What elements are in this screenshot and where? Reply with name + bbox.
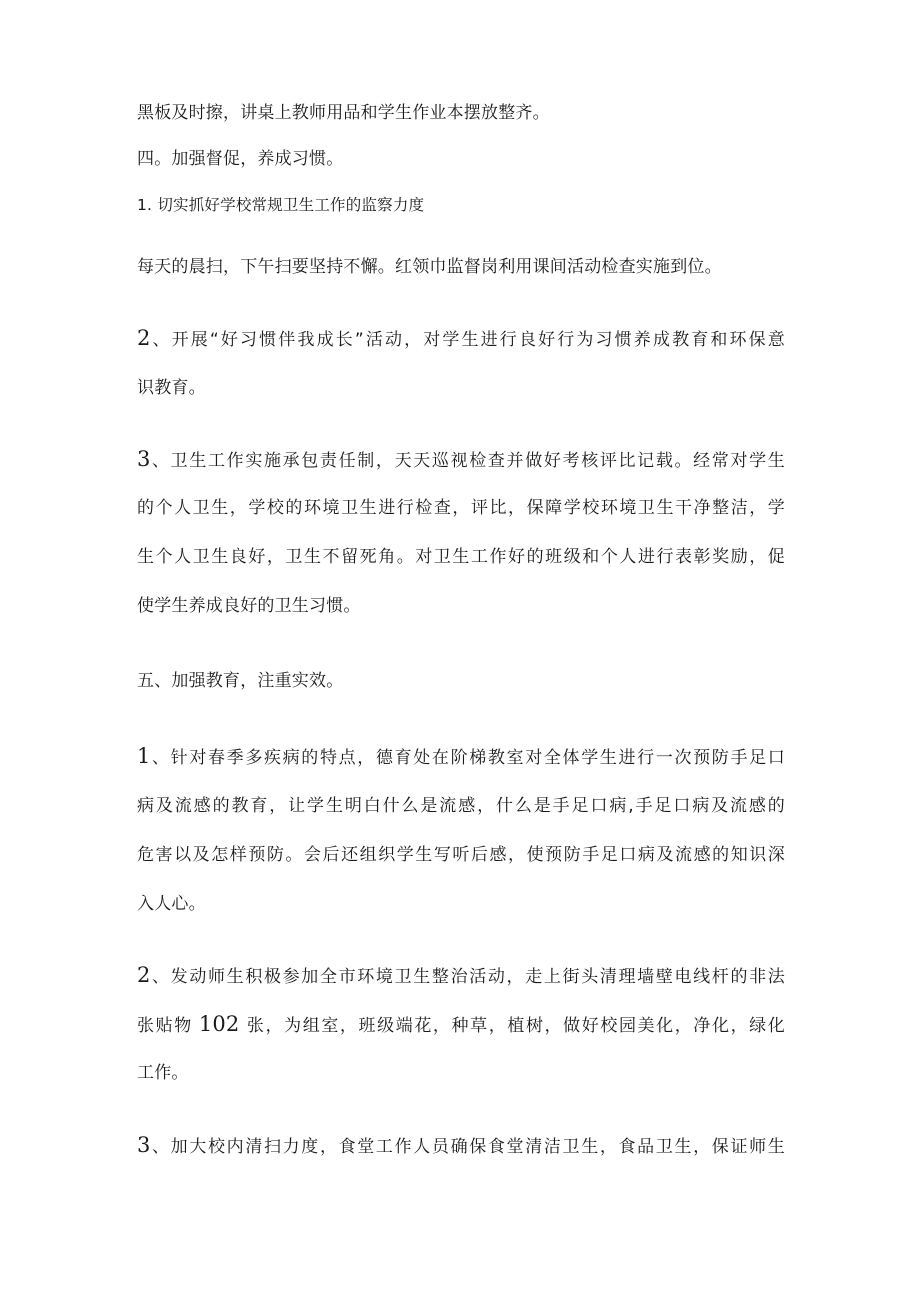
item-text: 张贴物 [137,1016,193,1036]
item-text: 、发动师生积极参加全市环境卫生整治活动，走上街头清理墙壁电线杆的非法 [150,967,785,987]
list-item-5-1-line2: 病及流感的教育，让学生明白什么是流感，什么是手足口病,手足口病及流感的 [137,796,785,816]
item-text: 、加大校内清扫力度，食堂工作人员确保食堂清洁卫生，食品卫生，保证师生 [150,1137,785,1157]
list-item-4-3-line4: 使学生养成良好的卫生习惯。 [137,596,361,616]
item-text: 张，为组室，班级端花，种草，植树，做好校园美化，净化，绿化 [245,1016,785,1036]
list-item-5-1-line4: 入人心。 [137,894,206,914]
list-item-4-3-line2: 的个人卫生，学校的环境卫生进行检查，评比，保障学校环境卫生干净整洁，学 [137,498,785,518]
list-item-5-2-line3: 工作。 [137,1063,189,1083]
list-item-4-2-line1 [137,326,785,352]
item-number: 1 [137,744,151,768]
paragraph-line: 黑板及时擦，讲桌上教师用品和学生作业本摆放整齐。 [137,103,550,123]
item-number: 3 [137,447,151,471]
list-item-4-2-line2: 识教育。 [137,378,206,398]
list-item-5-1-line1 [137,744,785,770]
item-text: 、针对春季多疾病的特点，德育处在阶梯教室对全体学生进行一次预防手足口 [150,748,785,768]
section-heading-5: 五、加强教育，注重实效。 [137,671,344,691]
list-item-5-3-line1 [137,1133,785,1159]
section-heading-4: 四。加强督促，养成习惯。 [137,149,344,169]
item-text: 、卫生工作实施承包责任制，天天巡视检查并做好考核评比记载。经常对学生 [150,451,785,471]
item-text: 、开展“好习惯伴我成长”活动，对学生进行良好行为习惯养成教育和环保意 [150,330,785,350]
item-number: 2 [137,963,151,987]
item-count: 102 [198,1012,240,1036]
list-item-5-1-line3: 危害以及怎样预防。会后还组织学生写听后感，使预防手足口病及流感的知识深 [137,845,785,865]
item-number: 3 [137,1133,151,1157]
list-item-5-2-line2 [137,1012,785,1038]
list-item-4-3-line3: 生个人卫生良好，卫生不留死角。对卫生工作好的班级和个人进行表彰奖励，促 [137,547,785,567]
subsection-heading-4-1: 1. 切实抓好学校常规卫生工作的监察力度 [137,196,425,214]
list-item-5-2-line1 [137,963,785,989]
paragraph-line: 每天的晨扫，下午扫要坚持不懈。红领巾监督岗利用课间活动检查实施到位。 [137,257,722,277]
item-number: 2 [137,326,151,350]
list-item-4-3-line1 [137,447,785,473]
